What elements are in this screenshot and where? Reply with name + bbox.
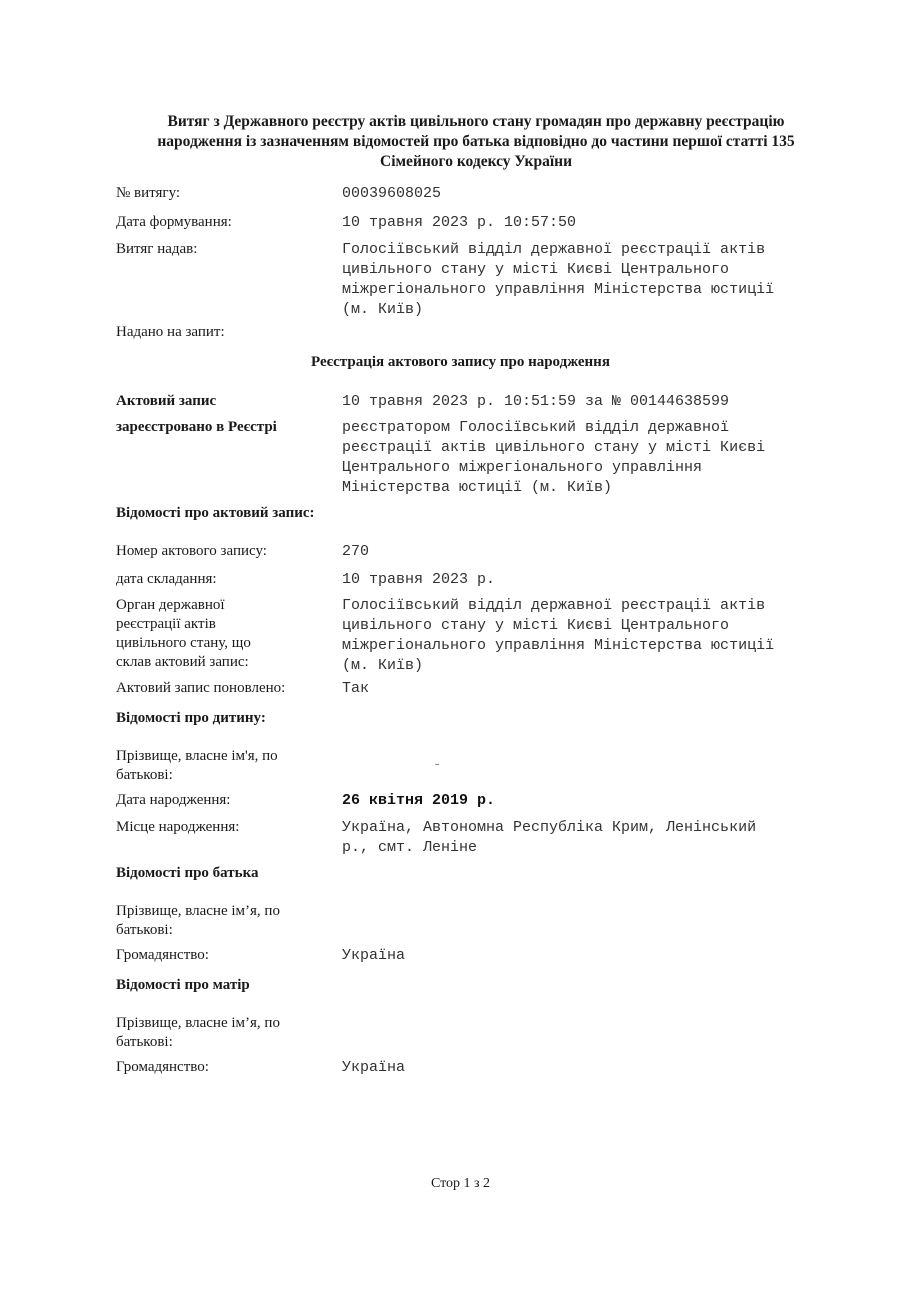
formed-date-row: [116, 213, 846, 233]
child-name-label: Прізвище, власне ім'я, по батькові:: [116, 748, 278, 783]
renewed-row: [116, 679, 846, 699]
birth-place-row: [116, 818, 846, 858]
registration-heading: Реєстрація актового запису про народження: [311, 354, 610, 370]
mother-name-label: Прізвище, власне ім’я, по батькові:: [116, 1015, 280, 1050]
record-info-heading: Відомості про актовий запис:: [116, 505, 315, 521]
authority-value: Голосіївський відділ державної реєстрації актів цивільного стану у місті Києві Центрального міжрегіонального управління Міністерства юстиції (м. Київ): [342, 597, 775, 674]
compiled-date-value: 10 травня 2023 р.: [342, 571, 496, 588]
child-heading: Відомості про дитину:: [116, 710, 266, 726]
authority-row: [116, 596, 846, 676]
title-line-2: народження із зазначенням відомостей про батька відповідно до частини першої статті 135: [157, 133, 795, 150]
birth-place-label: Місце народження:: [116, 819, 240, 835]
extract-number-value: 00039608025: [342, 185, 442, 202]
renewed-value: Так: [342, 680, 370, 697]
father-name-label: Прізвище, власне ім’я, по батькові:: [116, 903, 280, 938]
record-number-value: 270: [342, 543, 370, 560]
father-name-row: [116, 902, 846, 940]
requested-label: Надано на запит:: [116, 324, 225, 340]
child-name-dash: -: [433, 757, 442, 773]
mother-name-row: [116, 1014, 846, 1052]
birth-date-label: Дата народження:: [116, 792, 231, 808]
father-heading: Відомості про батька: [116, 865, 259, 881]
birth-date-row: [116, 791, 846, 811]
issued-by-row: [116, 240, 846, 320]
title-line-3: Сімейного кодексу України: [380, 153, 572, 170]
requested-row: [116, 323, 846, 342]
compiled-date-label: дата складання:: [116, 571, 217, 587]
registered-row: [116, 418, 846, 498]
registered-label: зареєстровано в Реєстрі: [116, 419, 277, 435]
father-citizenship-value: Україна: [342, 947, 406, 964]
compiled-date-row: [116, 570, 846, 590]
record-value: 10 травня 2023 р. 10:51:59 за № 00144638599: [342, 393, 730, 410]
record-number-label: Номер актового запису:: [116, 543, 267, 559]
father-citizenship-row: [116, 946, 846, 966]
child-name-row: [116, 747, 846, 785]
extract-number-row: [116, 184, 846, 204]
authority-label: Орган державної реєстрації актів цивільного стану, що склав актовий запис:: [116, 597, 251, 670]
extract-number-label: № витягу:: [116, 185, 181, 201]
formed-date-value: 10 травня 2023 р. 10:57:50: [342, 214, 577, 231]
father-citizenship-label: Громадянство:: [116, 947, 209, 963]
record-number-row: [116, 542, 846, 562]
renewed-label: Актовий запис поновлено:: [116, 680, 286, 696]
page-number: Стор 1 з 2: [430, 1176, 491, 1191]
mother-citizenship-value: Україна: [342, 1059, 406, 1076]
birth-date-value: 26 квітня 2019 р.: [342, 792, 496, 809]
mother-citizenship-row: [116, 1058, 846, 1078]
title-line-1: Витяг з Державного реєстру актів цивільного стану громадян про державну реєстрацію: [167, 113, 785, 130]
mother-citizenship-label: Громадянство:: [116, 1059, 209, 1075]
birth-place-value: Україна, Автономна Республіка Крим, Ленінський р., смт. Леніне: [342, 819, 757, 856]
formed-date-label: Дата формування:: [116, 214, 232, 230]
document-title: [110, 112, 842, 172]
issued-by-value: Голосіївський відділ державної реєстрації актів цивільного стану у місті Києві Центрального міжрегіонального управління Міністерства юстиції (м. Київ): [342, 241, 775, 318]
record-label: Актовий запис: [116, 393, 217, 409]
issued-by-label: Витяг надав:: [116, 241, 198, 257]
mother-heading: Відомості про матір: [116, 977, 250, 993]
record-row: [116, 392, 846, 412]
registered-value: реєстратором Голосіївський відділ державної реєстрації актів цивільного стану у місті Києві Центрального міжрегіонального управління Міністерства юстиції (м. Київ): [342, 419, 766, 496]
